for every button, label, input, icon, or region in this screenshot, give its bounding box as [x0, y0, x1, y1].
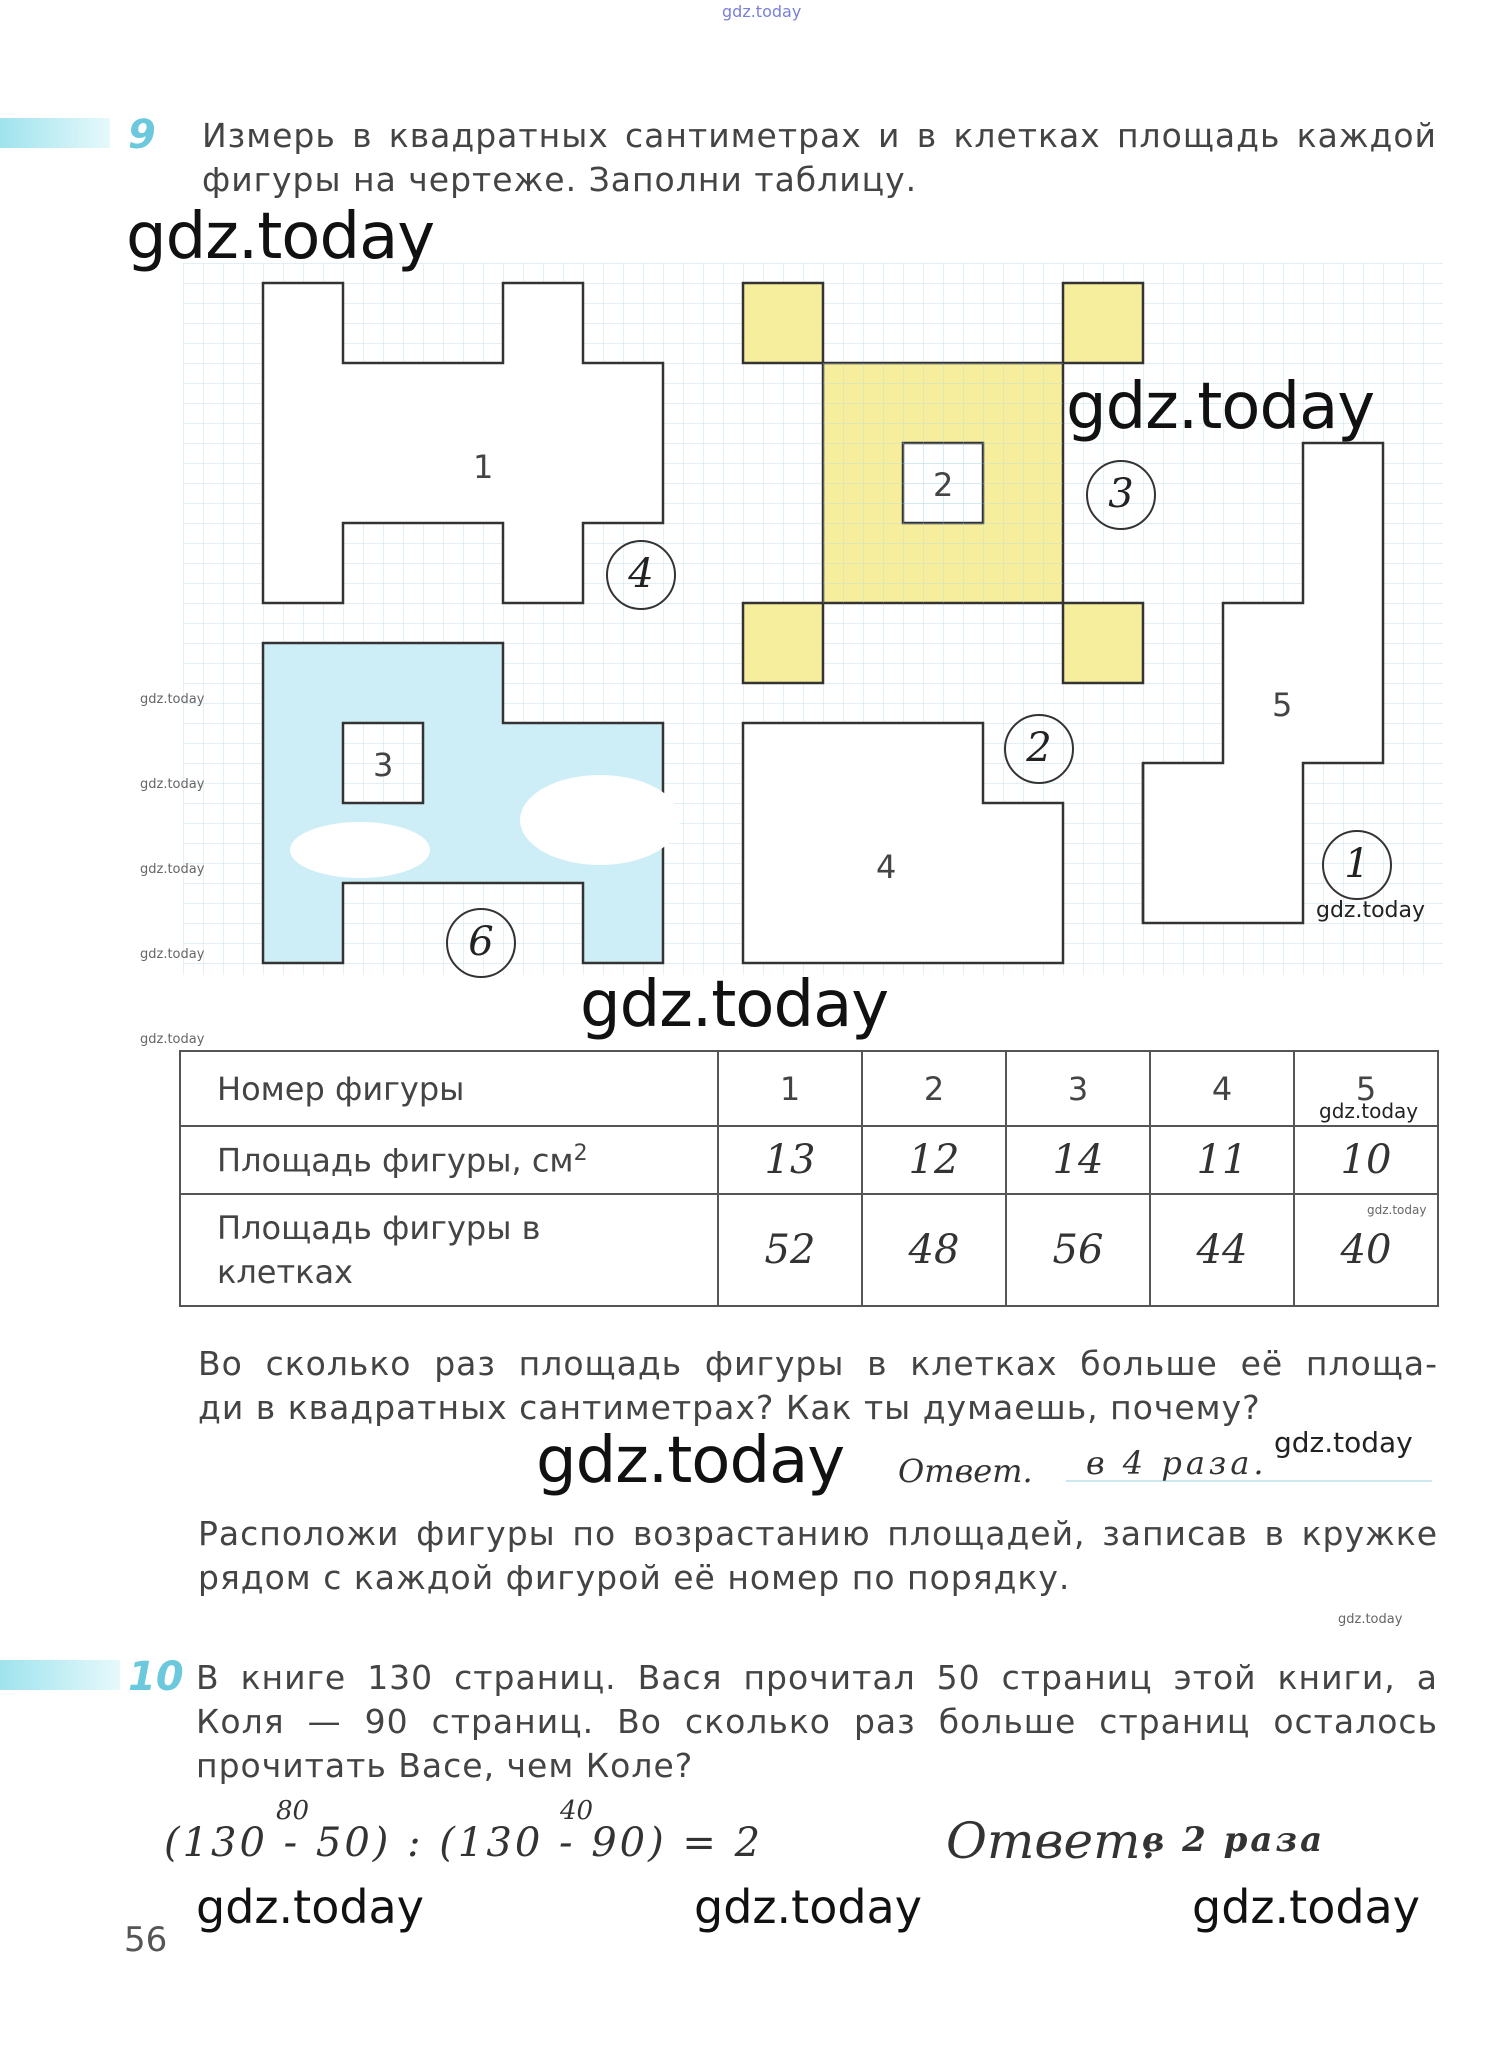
figure-1-label: 1 [473, 448, 494, 486]
table-row-cm-label: Площадь фигуры, $см^2$ [180, 1126, 718, 1194]
table-row-cells-label-line1: Площадь фигуры в [217, 1209, 541, 1247]
task9-text-line2: фигуры на чертеже. Заполни таблицу. [202, 160, 918, 199]
solution-note-40: 40 [560, 1796, 594, 1826]
task10-answer-text: в 2 раза [1142, 1820, 1326, 1860]
watermark: gdz.today [1367, 1203, 1427, 1217]
task9-number: 9 [128, 112, 156, 158]
table-cell-cells: 56 [1006, 1194, 1150, 1306]
answer-label: Ответ. [898, 1452, 1033, 1490]
figure-3-label: 3 [373, 746, 394, 784]
watermark: gdz.today [1319, 1099, 1419, 1123]
watermark: gdz.today [140, 862, 205, 877]
watermark: gdz.today [140, 947, 205, 962]
table-header-number [1294, 1051, 1438, 1126]
task10-answer-label: Ответ. [946, 1812, 1157, 1870]
task10-tab-marker [0, 1660, 120, 1690]
table-cell-cells: 52 [718, 1194, 862, 1306]
arrange-line2: рядом с каждой фигурой её номер по порядку. [198, 1558, 1071, 1597]
question-line2: ди в квадратных сантиметрах? Как ты думаешь, почему? [198, 1388, 1261, 1427]
figure-4-label: 4 [876, 848, 897, 886]
answer-text: в 4 раза. [1086, 1444, 1268, 1482]
solution-expression: (130 - 50) : (130 - 90) = 2 [164, 1820, 764, 1866]
watermark: gdz.today [580, 968, 889, 1042]
watermark: gdz.today [1192, 1880, 1420, 1934]
order-circle-figure-3: 6 [446, 908, 516, 978]
table-header-number-5: 5 [1355, 1069, 1377, 1108]
superscript-2: 2 [573, 1140, 588, 1166]
table-header-number: 4 [1150, 1051, 1294, 1126]
table-row-cells [180, 1194, 1438, 1306]
table-cell-cm: 11 [1150, 1126, 1294, 1194]
watermark: gdz.today [140, 692, 205, 707]
task10-number: 10 [128, 1654, 184, 1700]
table-row-header [180, 1051, 1438, 1126]
solution-note-80: 80 [276, 1796, 310, 1826]
table-cell-cm: 12 [862, 1126, 1006, 1194]
figure-5-label: 5 [1272, 686, 1293, 724]
watermark: gdz.today [140, 1032, 205, 1047]
watermark: gdz.today [140, 777, 205, 792]
task10-line1: В книге 130 страниц. Вася прочитал 50 страниц этой книги, а [196, 1658, 1438, 1697]
top-watermark: gdz.today [722, 2, 802, 21]
table-cell-cm: 13 [718, 1126, 862, 1194]
table-row-cm [180, 1126, 1438, 1194]
watermark: gdz.today [694, 1880, 922, 1934]
order-circle-figure-1: 4 [606, 540, 676, 610]
table-cell-cells: 48 [862, 1194, 1006, 1306]
table-row-cells-label-line2: клетках [217, 1253, 353, 1291]
task10-line2: Коля — 90 страниц. Во сколько раз больше страниц осталось [196, 1702, 1438, 1741]
watermark: gdz.today [1274, 1426, 1413, 1459]
table-row-cells-label [180, 1194, 718, 1306]
table-header-label: Номер фигуры [180, 1051, 718, 1126]
table-cell-cells-5: 40 [1340, 1227, 1392, 1273]
table-cell-cm: 14 [1006, 1126, 1150, 1194]
watermark: gdz.today [536, 1424, 845, 1498]
table-header-number: 2 [862, 1051, 1006, 1126]
order-circle-figure-5: 1 [1322, 830, 1392, 900]
task9-text-line1: Измерь в квадратных сантиметрах и в клетках площадь каждой [202, 116, 1437, 155]
watermark: gdz.today [1316, 898, 1426, 923]
order-circle-figure-2: 3 [1086, 460, 1156, 530]
figure-2-label: 2 [933, 466, 954, 504]
watermark: gdz.today [126, 200, 435, 274]
table-cell-cm: 10 [1294, 1126, 1438, 1194]
table-cell-cells [1294, 1194, 1438, 1306]
watermark: gdz.today [196, 1880, 424, 1934]
question-line1: Во сколько раз площадь фигуры в клетках больше её площа- [198, 1344, 1438, 1383]
table-cell-cells: 44 [1150, 1194, 1294, 1306]
table-header-number: 3 [1006, 1051, 1150, 1126]
arrange-line1: Расположи фигуры по возрастанию площадей, записав в кружке [198, 1514, 1438, 1553]
page-number: 56 [124, 1920, 168, 1960]
watermark: gdz.today [1066, 370, 1375, 444]
task10-line3: прочитать Васе, чем Коле? [196, 1746, 694, 1785]
watermark: gdz.today [1338, 1612, 1403, 1627]
area-table [179, 1050, 1439, 1307]
table-header-number: 1 [718, 1051, 862, 1126]
order-circle-figure-4: 2 [1004, 714, 1074, 784]
